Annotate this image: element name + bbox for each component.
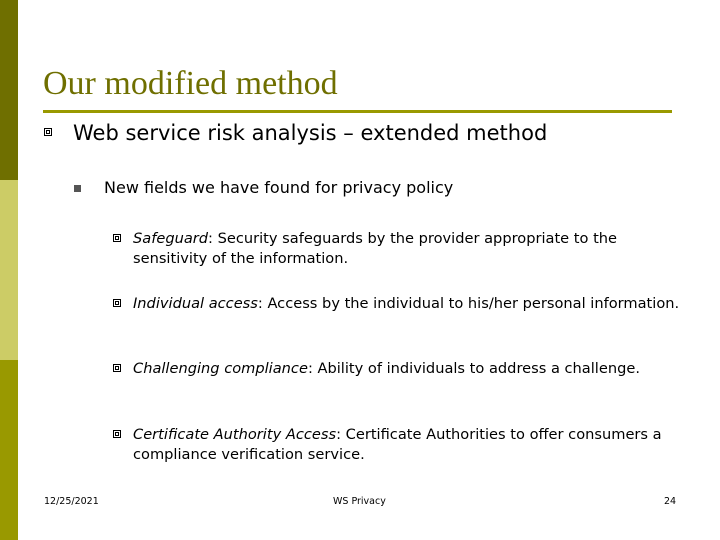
field-separator: : bbox=[257, 295, 263, 312]
hollow-square-bullet-icon bbox=[113, 299, 121, 307]
field-term: Individual access bbox=[133, 295, 258, 312]
footer-date: 12/25/2021 bbox=[44, 496, 99, 507]
sidebar-band-bottom bbox=[0, 360, 18, 540]
field-item-individual-access bbox=[133, 294, 693, 314]
sidebar-band-top bbox=[0, 0, 18, 180]
field-item-certificate-authority-access bbox=[133, 425, 693, 464]
field-separator: : bbox=[336, 426, 342, 443]
hollow-square-bullet-icon bbox=[44, 128, 52, 136]
solid-square-bullet-icon bbox=[74, 185, 81, 192]
field-term: Safeguard bbox=[133, 230, 209, 247]
field-description: Certificate Authorities to offer consumers a compliance verification service. bbox=[133, 426, 662, 463]
footer-title: WS Privacy bbox=[333, 496, 386, 507]
hollow-square-bullet-icon bbox=[113, 234, 121, 242]
title-underline bbox=[43, 110, 672, 113]
field-term: Challenging compliance bbox=[133, 360, 308, 377]
field-item-challenging-compliance bbox=[133, 359, 693, 379]
bullet-level2: New fields we have found for privacy policy bbox=[104, 178, 454, 197]
field-description: Security safeguards by the provider appropriate to the sensitivity of the information. bbox=[133, 230, 618, 267]
slide-title: Our modified method bbox=[43, 65, 338, 102]
bullet-level1: Web service risk analysis – extended method bbox=[73, 121, 548, 145]
hollow-square-bullet-icon bbox=[113, 364, 121, 372]
field-term: Certificate Authority Access bbox=[133, 426, 337, 443]
sidebar-band-middle bbox=[0, 180, 18, 360]
field-separator: : bbox=[307, 360, 313, 377]
field-description: Access by the individual to his/her personal information. bbox=[262, 295, 680, 312]
footer-page-number: 24 bbox=[664, 496, 677, 507]
hollow-square-bullet-icon bbox=[113, 430, 121, 438]
field-item-safeguard bbox=[133, 229, 693, 268]
field-description: Ability of individuals to address a challenge. bbox=[312, 360, 640, 377]
field-separator: : bbox=[208, 230, 213, 247]
